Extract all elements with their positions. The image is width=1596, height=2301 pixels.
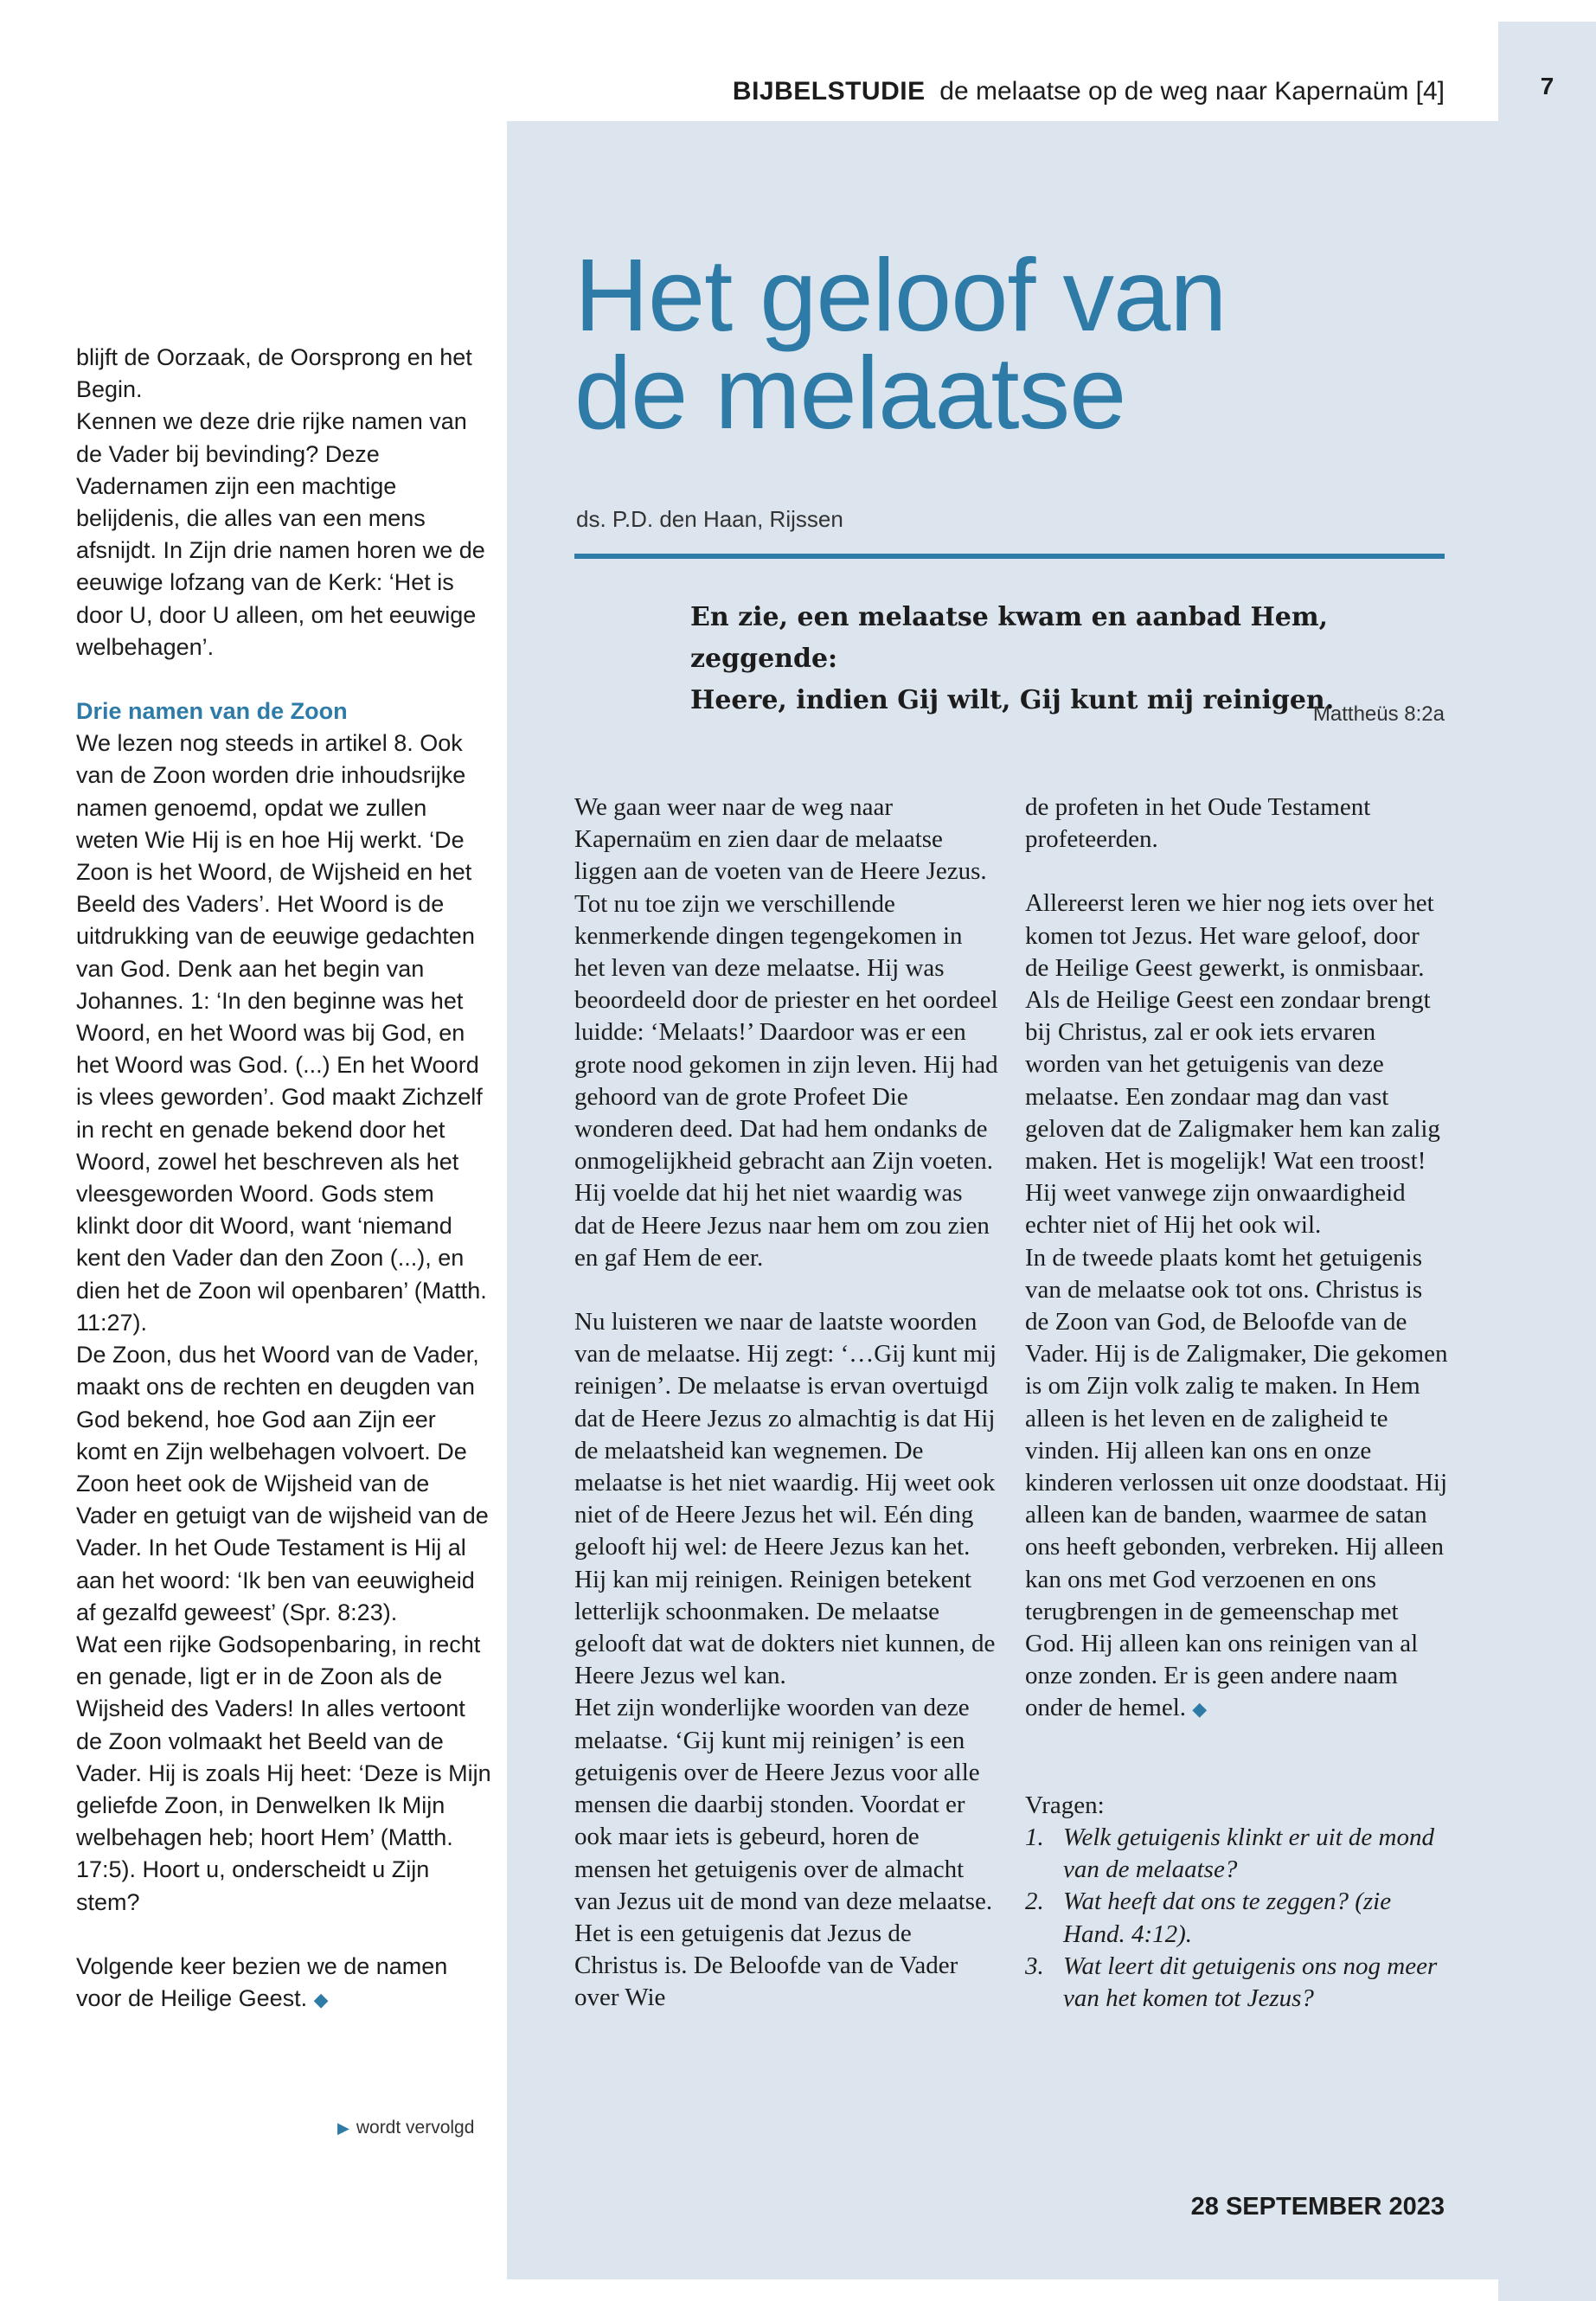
page-number: 7 <box>1540 73 1554 99</box>
left-paragraph: Kennen we deze drie rijke namen van de Vader bij bevinding? Deze Vadernamen zijn een machtige belijdenis, die alles van een mens afsnijdt. In Zijn drie namen horen we de eeuwige lofzang van de Kerk: ‘Het is door U, door U alleen, om het eeuwige welbehagen’. <box>76 408 485 660</box>
question-text: Welk getuigenis klinkt er uit de mond van de melaatse? <box>1063 1823 1434 1884</box>
running-header <box>733 77 1445 106</box>
left-paragraph <box>76 1951 491 2016</box>
body-paragraph: Het zijn wonderlijke woorden van deze melaatse. ‘Gij kunt mij reinigen’ is een getuigenis over de Heere Jezus voor alle mensen die daarbij stonden. Voordat er ook maar iets is gebeurd, horen de mensen het getuigenis over de almacht van Jezus uit de mond van deze melaatse. Het is een getuigenis dat Jezus de Christus is. De Beloofde van de Vader over Wie <box>574 1694 993 2012</box>
body-paragraph <box>1025 1242 1449 1726</box>
body-paragraph: We gaan weer naar de weg naar Kapernaüm en zien daar de melaatse liggen aan de voeten van de Heere Jezus. Tot nu toe zijn we verschillende kenmerkende dingen tegengekomen in het leven van deze melaatse. Hij was beoordeeld door de priester en het oordeel luidde: ‘Melaats!’ Daardoor was er een grote nood gekomen in zijn leven. Hij had gehoord van de grote Profeet Die wonderen deed. Dat had hem ondanks de onmogelijkheid gebracht aan Zijn voeten. Hij voelde dat hij het niet waardig was dat de Heere Jezus naar hem om zou zien en gaf Hem de eer. <box>574 793 998 1272</box>
left-column <box>76 342 491 2016</box>
quote-line-2: Heere, indien Gij wilt, Gij kunt mij reinigen. <box>690 685 1335 715</box>
series-topic: de melaatse op de weg naar Kapernaüm [4] <box>939 77 1445 106</box>
quote-reference: Mattheüs 8:2a <box>1312 702 1445 726</box>
title-line-2: de melaatse <box>574 336 1126 451</box>
issue-date: 28 SEPTEMBER 2023 <box>1190 2193 1445 2221</box>
question-number: 2. <box>1025 1888 1044 1916</box>
middle-column <box>574 792 998 2015</box>
page-edge-tab <box>1498 22 1596 2301</box>
question-item <box>1025 1822 1449 1886</box>
left-paragraph: blijft de Oorzaak, de Oorsprong en het Begin. <box>76 344 472 403</box>
left-closing-text: Volgende keer bezien we de namen voor de Heilige Geest. <box>76 1952 448 2011</box>
left-paragraph: De Zoon, dus het Woord van de Vader, maakt ons de rechten en deugden van God bekend, hoe God aan Zijn eer komt en Zijn welbehagen volvoert. De Zoon heet ook de Wijsheid van de Vader en getuigt van de wijsheid van de Vader. In het Oude Testament is Hij al aan het woord: ‘Ik ben van eeuwigheid af gezalfd geweest’ (Spr. 8:23). <box>76 1342 489 1625</box>
left-paragraph: Wat een rijke Godsopenbaring, in recht en genade, ligt er in de Zoon als de Wijsheid des Vaders! In alles vertoont de Zoon volmaakt het Beeld van de Vader. Hij is zoals Hij heet: ‘Deze is Mijn geliefde Zoon, in Denwelken Ik Mijn welbehagen heb; hoort Hem’ (Matth. 17:5). Hoort u, onderscheidt u Zijn stem? <box>76 1631 491 1915</box>
left-paragraph: We lezen nog steeds in artikel 8. Ook van de Zoon worden drie inhoudsrijke namen genoemd, opdat we zullen weten Wie Hij is en hoe Hij werkt. ‘De Zoon is het Woord, de Wijsheid en het Beeld des Vaders’. Het Woord is de uitdrukking van de eeuwige gedachten van God. Denk aan het begin van Johannes. 1: ‘In den beginne was het Woord, en het Woord was bij God, en het Woord was God. (...) En het Woord is vlees geworden’. God maakt Zichzelf in recht en genade bekend door het Woord, zowel het beschreven als het vleesgeworden Woord. Gods stem klinkt door dit Woord, want ‘niemand kent den Vader dan den Zoon (...), en dien het de Zoon wil openbaren’ (Matth. 11:27). <box>76 730 487 1336</box>
body-paragraph-text: In de tweede plaats komt het getuigenis van de melaatse ook tot ons. Christus is de Zoon van God, de Beloofde van de Vader. Hij is de Zaligmaker, Die gekomen is om Zijn volk zalig te maken. In Hem alleen is het leven en de zaligheid te vinden. Hij alleen kan ons en onze kinderen verlossen uit onze doodstaat. Hij alleen kan de banden, waarmee de satan ons heeft gebonden, verbreken. Hij alleen kan ons met God verzoenen en ons terugbrengen in de gemeenschap met God. Hij alleen kan ons reinigen van al onze zonden. Er is geen andere naam onder de hemel. <box>1025 1243 1448 1722</box>
end-mark-icon: ◆ <box>1192 1698 1208 1721</box>
continued-note <box>337 2118 474 2138</box>
question-item <box>1025 1886 1449 1950</box>
section-subheading: Drie namen van de Zoon <box>76 698 348 725</box>
question-number: 3. <box>1025 1952 1044 1980</box>
question-text: Wat heeft dat ons te zeggen? (zie Hand. 4:12). <box>1063 1888 1392 1948</box>
questions-heading: Vragen: <box>1025 1791 1105 1819</box>
end-mark-icon: ◆ <box>313 1988 329 2010</box>
section-kicker: BIJBELSTUDIE <box>732 77 926 106</box>
body-paragraph: Allereerst leren we hier nog iets over het komen tot Jezus. Het ware geloof, door de Heilige Geest gewerkt, is onmisbaar. Als de Heilige Geest een zondaar brengt bij Christus, zal er ook iets ervaren worden van het getuigenis van deze melaatse. Een zondaar mag dan vast geloven dat de Zaligmaker hem kan zalig maken. Het is mogelijk! Wat een troost! Hij weet vanwege zijn onwaardigheid echter niet of Hij het ook wil. <box>1025 889 1440 1240</box>
title-divider <box>574 554 1445 559</box>
questions-list <box>1025 1822 1449 2015</box>
body-paragraph: Nu luisteren we naar de laatste woorden van de melaatse. Hij zegt: ‘…Gij kunt mij reinigen’. De melaatse is ervan overtuigd dat de Heere Jezus zo almachtig is dat Hij de melaatsheid kan wegnemen. De melaatse is het niet waardig. Hij weet ook niet of de Heere Jezus het wil. Eén ding gelooft hij wel: de Heere Jezus kan het. Hij kan mij reinigen. Reinigen betekent letterlijk schoonmaken. De melaatse gelooft dat wat de dokters niet kunnen, de Heere Jezus wel kan. <box>574 1308 997 1690</box>
title-line-1: Het geloof van <box>574 238 1227 353</box>
body-paragraph: de profeten in het Oude Testament profeteerden. <box>1025 793 1371 854</box>
right-column <box>1025 792 1449 2015</box>
article-title <box>574 238 1474 451</box>
play-arrow-icon: ▶ <box>337 2119 349 2137</box>
continued-label: wordt vervolgd <box>356 2118 475 2138</box>
question-number: 1. <box>1025 1823 1044 1851</box>
quote-line-1: En zie, een melaatse kwam en aanbad Hem, zeggende: <box>690 602 1329 674</box>
question-text: Wat leert dit getuigenis ons nog meer van het komen tot Jezus? <box>1063 1952 1438 2012</box>
author-byline: ds. P.D. den Haan, Rijssen <box>576 506 843 532</box>
question-item <box>1025 1951 1449 2015</box>
